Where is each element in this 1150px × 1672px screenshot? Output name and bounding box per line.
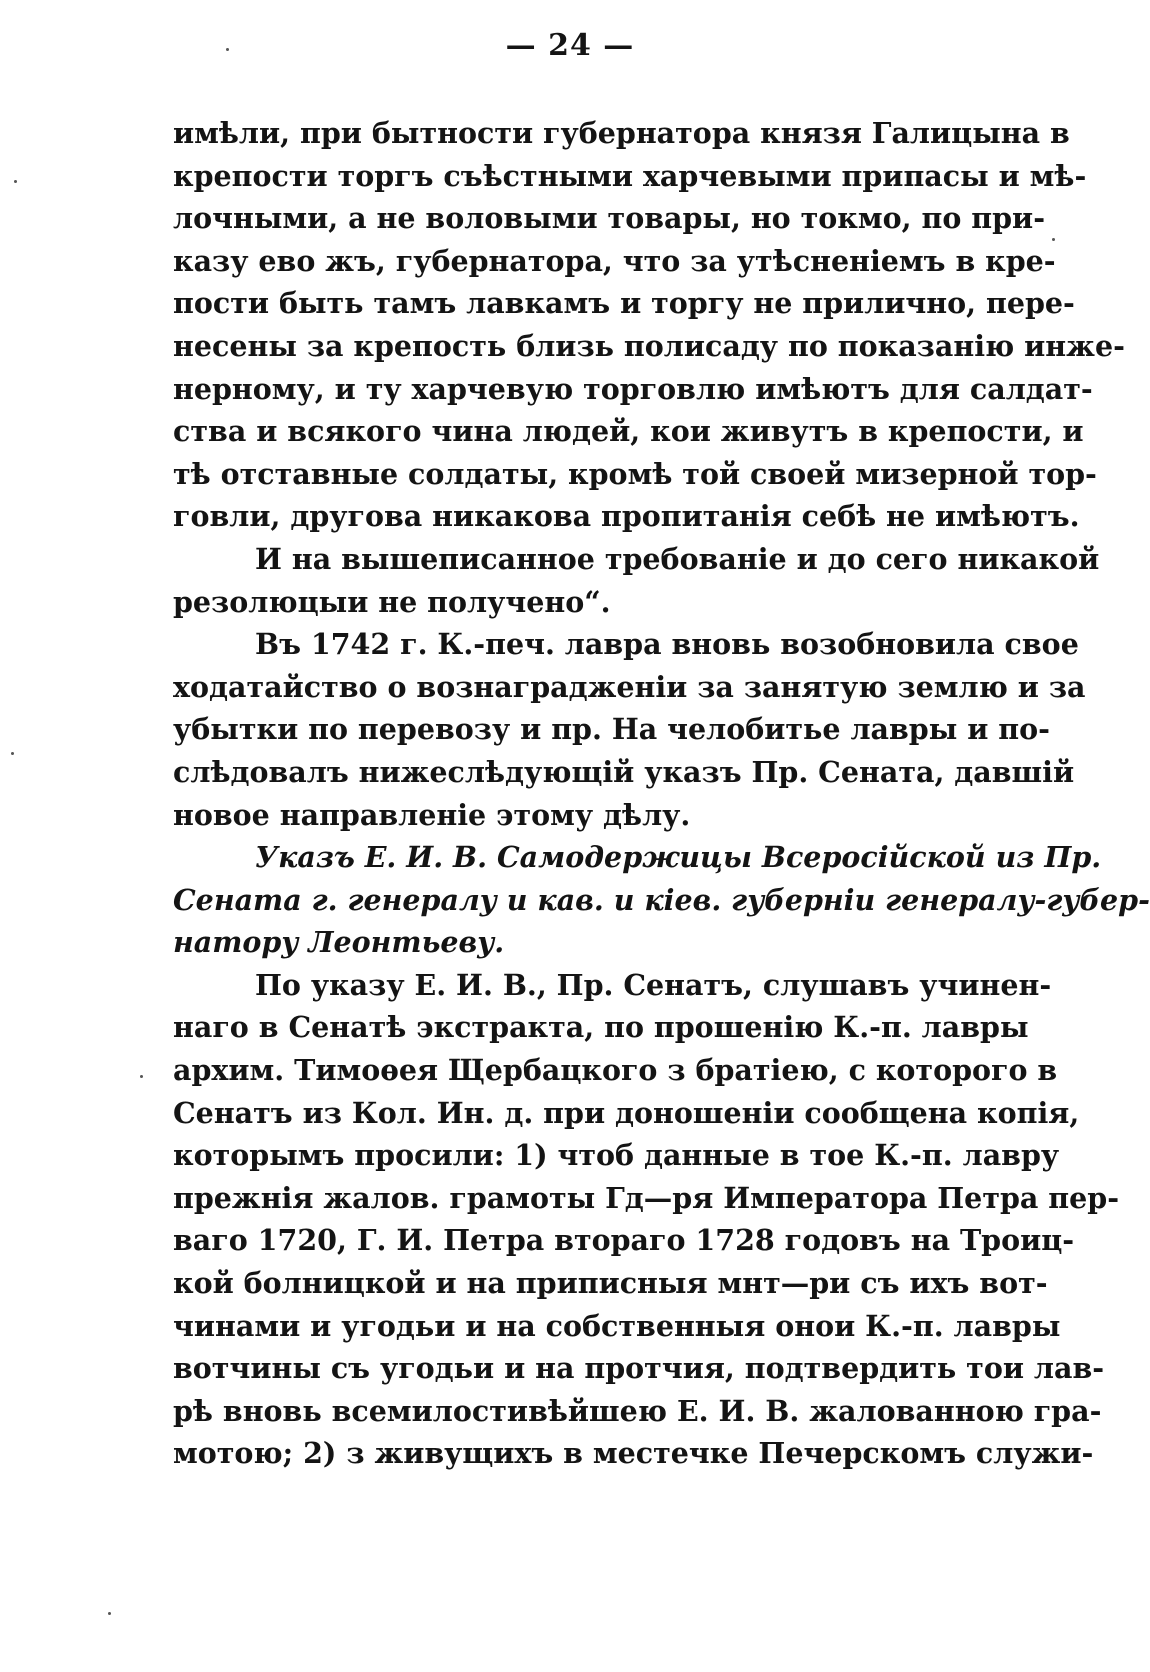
text-line: натору Леонтьеву. (173, 925, 505, 960)
text-line: нерному, и ту харчевую торговлю имѣютъ для салдат- (173, 371, 1093, 406)
text-line: резолюцыи не получено“. (173, 584, 611, 619)
text-line: архим. Тимоѳея Щербацкого з братіею, с которого в (173, 1053, 1058, 1088)
text-line: Указъ Е. И. В. Самодержицы Всеросійской из Пр. (255, 840, 1102, 875)
text-line: новое направленіе этому дѣлу. (173, 797, 691, 832)
text-line: пости быть тамъ лавкамъ и торгу не прилично, пере- (173, 286, 1075, 321)
scan-speck (226, 48, 229, 51)
scan-speck (140, 1075, 143, 1078)
text-line: вотчины съ угодьи и на протчия, подтвердить тои лав- (173, 1351, 1105, 1386)
text-line: говли, другова никакова пропитанія себѣ не имѣютъ. (173, 499, 1080, 534)
page-number: — 24 — (505, 28, 635, 63)
text-line: прежнія жалов. грамоты Гд—ря Императора Петра пер- (173, 1180, 1120, 1215)
text-line: несены за крепость близь полисаду по показанію инже- (173, 328, 1125, 363)
text-line: ходатайство о вознаградженіи за занятую землю и за (173, 669, 1086, 704)
text-line: тѣ отставные солдаты, кромѣ той своей мизерной тор- (173, 456, 1097, 491)
text-line: Въ 1742 г. К.-печ. лавра вновь возобновила свое (255, 627, 1079, 662)
scan-speck (108, 1612, 111, 1615)
decree-heading (173, 836, 1150, 964)
text-line: слѣдовалъ нижеслѣдующій указъ Пр. Сената, давшій (173, 754, 1075, 789)
scan-speck (14, 180, 17, 183)
paragraph (173, 964, 1120, 1475)
text-line: которымъ просили: 1) чтоб данные в тое К.-п. лавру (173, 1138, 1060, 1173)
text-line: ваго 1720, Г. И. Петра втораго 1728 годовъ на Троиц- (173, 1223, 1075, 1258)
scan-speck (11, 752, 14, 755)
text-line: Сената г. генералу и кав. и кіев. губерніи генералу-губер- (173, 882, 1150, 917)
text-line: лочными, а не воловыми товары, но токмо, по при- (173, 201, 1046, 236)
paragraph (173, 538, 1100, 623)
text-line: И на вышеписанное требованіе и до сего никакой (255, 541, 1100, 576)
paragraph (173, 623, 1086, 836)
text-line: рѣ вновь всемилостивѣйшею Е. И. В. жалованною гра- (173, 1393, 1102, 1428)
paragraph (173, 112, 1125, 538)
scan-speck (1052, 238, 1055, 241)
text-line: кой болницкой и на приписныя мнт—ри съ ихъ вот- (173, 1266, 1048, 1301)
text-line: чинами и угодьи и на собственныя онои К.-п. лавры (173, 1308, 1061, 1343)
text-line: имѣли, при бытности губернатора князя Галицына в (173, 116, 1070, 150)
text-line: По указу Е. И. В., Пр. Сенатъ, слушавъ учинен- (255, 967, 1052, 1002)
text-line: крепости торгъ съѣстными харчевыми припасы и мѣ- (173, 158, 1087, 193)
text-line: ства и всякого чина людей, кои живутъ в крепости, и (173, 414, 1084, 449)
text-line: убытки по перевозу и пр. На челобитье лавры и по- (173, 712, 1050, 747)
text-line: Сенатъ из Кол. Ин. д. при доношеніи сообщена копія, (173, 1095, 1080, 1130)
page-body (173, 112, 1150, 1475)
text-line: казу ево жъ, губернатора, что за утѣсненіемъ в кре- (173, 243, 1056, 278)
text-line: наго в Сенатѣ экстракта, по прошенію К.-п. лавры (173, 1010, 1029, 1045)
text-line: мотою; 2) з живущихъ в местечке Печерскомъ служи- (173, 1436, 1094, 1471)
